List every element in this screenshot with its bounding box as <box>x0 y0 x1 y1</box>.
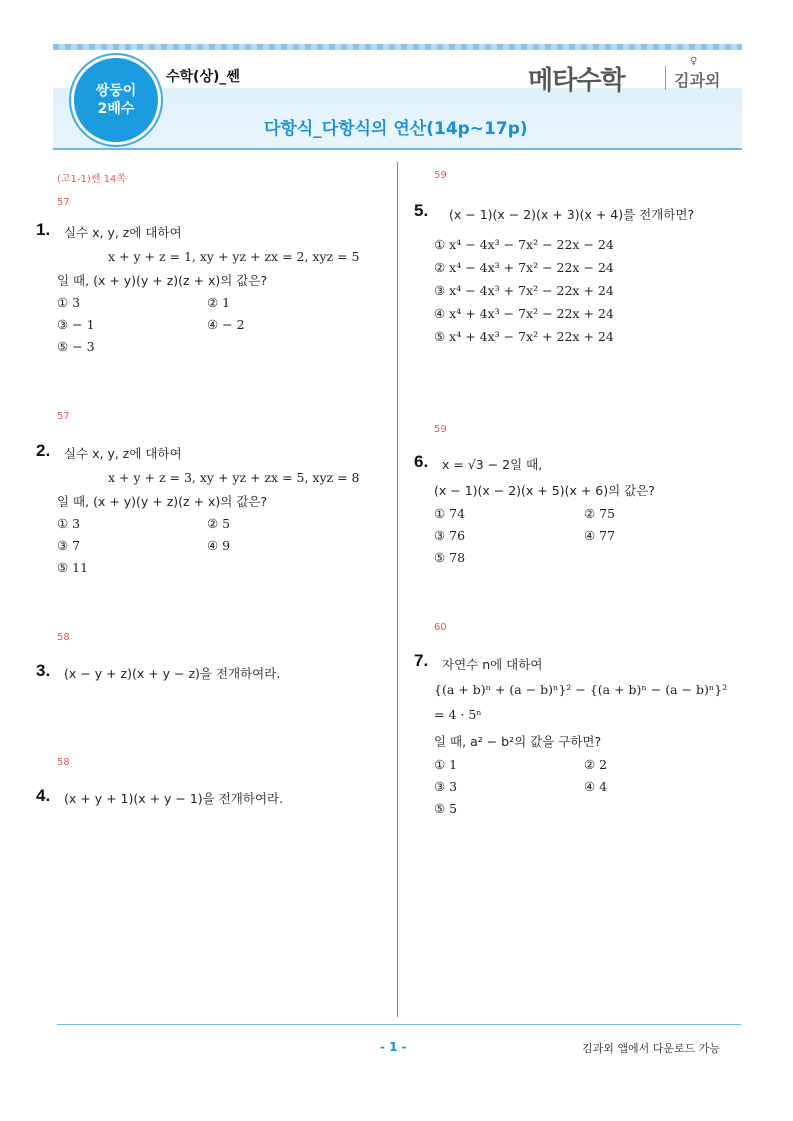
q2-ask: 일 때, (x + y)(y + z)(z + x)의 값은? <box>57 494 268 509</box>
q6-ask: (x − 1)(x − 2)(x + 5)(x + 6)의 값은? <box>434 483 655 498</box>
q5-number: 5. <box>414 201 429 220</box>
source-note: (고1-1)쎈 14쪽 <box>57 174 127 185</box>
q6-number: 6. <box>414 452 429 471</box>
header-stripe <box>53 44 742 50</box>
q2-number: 2. <box>36 441 51 460</box>
q7-option-1: ① 1 <box>434 757 458 772</box>
q2-option-2: ② 5 <box>207 516 231 531</box>
q1-prompt: 실수 x, y, z에 대하여 <box>64 225 182 240</box>
q6-option-2: ② 75 <box>584 506 616 521</box>
q6-option-3: ③ 76 <box>434 528 466 543</box>
q1-number: 1. <box>36 220 51 239</box>
q7-option-3: ③ 3 <box>434 779 458 794</box>
column-divider <box>397 162 398 1017</box>
q5-option-5: ⑤ x⁴ + 4x³ − 7x² + 22x + 24 <box>434 329 614 344</box>
badge-line1: 쌍둥이 <box>95 83 137 99</box>
q7-number: 7. <box>414 651 429 670</box>
q6-page: 59 <box>434 424 447 435</box>
q1-option-2: ② 1 <box>207 295 231 310</box>
q1-option-4: ④ − 2 <box>207 317 245 332</box>
q5-prompt: (x − 1)(x − 2)(x + 3)(x + 4)를 전개하면? <box>449 207 695 222</box>
q7-option-4: ④ 4 <box>584 779 608 794</box>
brand2-logo: 김과외 <box>674 71 721 90</box>
q3-prompt: (x − y + z)(x + y − z)을 전개하여라. <box>64 666 281 681</box>
q1-condition: x + y + z = 1, xy + yz + zx = 2, xyz = 5 <box>108 249 360 264</box>
q1-page: 57 <box>57 197 70 208</box>
q2-option-5: ⑤ 11 <box>57 560 89 575</box>
q2-condition: x + y + z = 3, xy + yz + zx = 5, xyz = 8 <box>108 470 360 485</box>
badge-line2: 2배수 <box>97 101 135 117</box>
q5-option-3: ③ x⁴ − 4x³ + 7x² − 22x + 24 <box>434 283 614 298</box>
download-note: 김과외 앱에서 다운로드 가능 <box>582 1042 721 1055</box>
q5-page: 59 <box>434 170 447 181</box>
footer-line <box>57 1024 741 1025</box>
q6-option-5: ⑤ 78 <box>434 550 466 565</box>
q3-page: 58 <box>57 632 70 643</box>
page-number: - 1 - <box>380 1040 407 1054</box>
q6-prompt: x = √3 − 2일 때, <box>442 457 543 472</box>
q7-option-5: ⑤ 5 <box>434 801 458 816</box>
q5-option-1: ① x⁴ − 4x³ − 7x² − 22x − 24 <box>434 237 614 252</box>
q4-prompt: (x + y + 1)(x + y − 1)을 전개하여라. <box>64 791 284 806</box>
q3-number: 3. <box>36 661 51 680</box>
person-icon: ♀ <box>690 56 698 67</box>
q7-ask: 일 때, a² − b²의 값을 구하면? <box>434 734 602 749</box>
q7-condition-2: = 4 · 5ⁿ <box>434 707 482 722</box>
q7-page: 60 <box>434 622 447 633</box>
q2-option-3: ③ 7 <box>57 538 81 553</box>
book-title: 수학(상)_쎈 <box>166 69 240 85</box>
section-title: 다항식_다항식의 연산(14p~17p) <box>264 119 528 139</box>
q1-option-1: ① 3 <box>57 295 81 310</box>
q2-page: 57 <box>57 411 70 422</box>
q4-page: 58 <box>57 757 70 768</box>
q2-option-4: ④ 9 <box>207 538 231 553</box>
q7-option-2: ② 2 <box>584 757 608 772</box>
q5-option-4: ④ x⁴ + 4x³ − 7x² − 22x + 24 <box>434 306 614 321</box>
q5-option-2: ② x⁴ − 4x³ + 7x² − 22x − 24 <box>434 260 614 275</box>
q2-prompt: 실수 x, y, z에 대하여 <box>64 446 182 461</box>
q7-condition: {(a + b)ⁿ + (a − b)ⁿ}² − {(a + b)ⁿ − (a − b)ⁿ}² <box>434 682 728 697</box>
q1-option-3: ③ − 1 <box>57 317 95 332</box>
brand-divider <box>665 66 666 90</box>
q2-option-1: ① 3 <box>57 516 81 531</box>
q6-option-1: ① 74 <box>434 506 466 521</box>
q1-ask: 일 때, (x + y)(y + z)(z + x)의 값은? <box>57 273 268 288</box>
twin-badge <box>74 58 158 142</box>
brand-logo: 메타수학 <box>528 66 625 96</box>
q6-option-4: ④ 77 <box>584 528 616 543</box>
q4-number: 4. <box>36 786 51 805</box>
q7-prompt: 자연수 n에 대하여 <box>442 657 543 672</box>
q1-option-5: ⑤ − 3 <box>57 339 95 354</box>
